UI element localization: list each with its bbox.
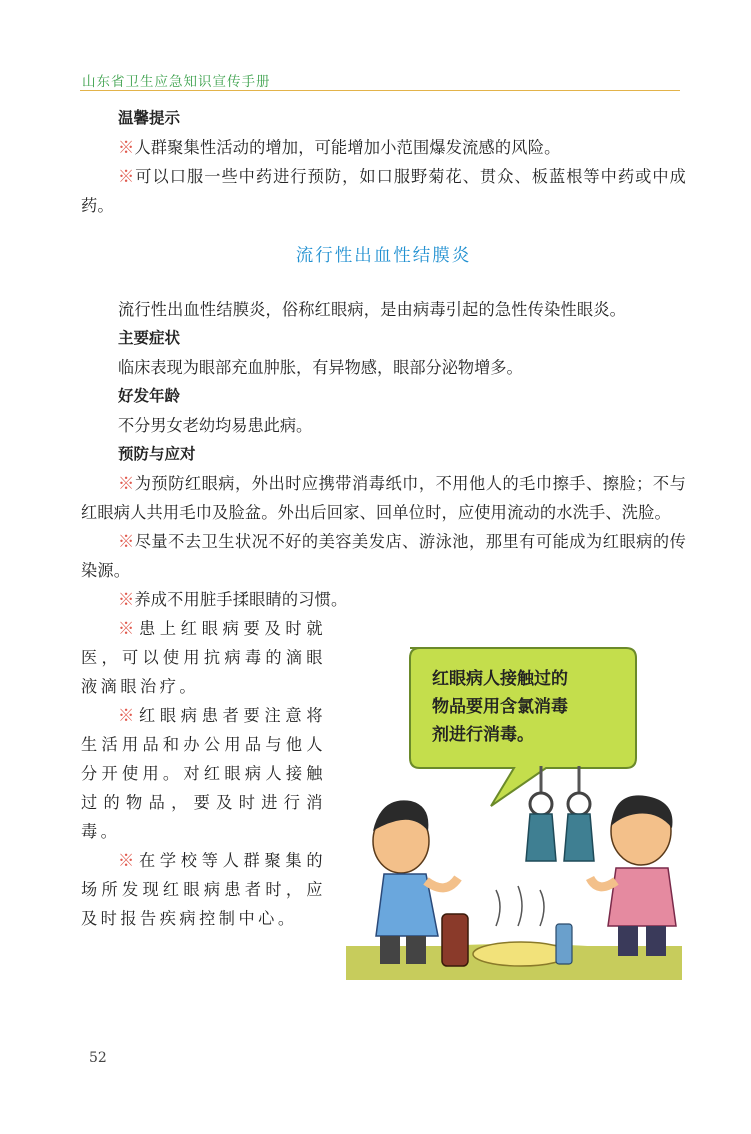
bullet-mark: ※ xyxy=(118,138,135,157)
bubble-line-3: 剂进行消毒。 xyxy=(432,725,534,745)
bullet-mark: ※ xyxy=(118,167,136,186)
prevention-item: ※在学校等人群聚集的场所发现红眼病患者时，应及时报告疾病控制中心。 xyxy=(81,851,327,928)
disinfectant-bottle xyxy=(556,924,572,964)
symptoms-text: 临床表现为眼部充血肿胀，有异物感，眼部分泌物增多。 xyxy=(118,358,523,377)
age-heading: 好发年龄 xyxy=(118,387,181,405)
age-text: 不分男女老幼均易患此病。 xyxy=(118,416,313,435)
basin xyxy=(473,942,569,966)
thermos xyxy=(442,914,468,966)
prevention-item: ※红眼病患者要注意将生活用品和办公用品与他人分开使用。对红眼病人接触过的物品，要及时进行消毒。 xyxy=(81,706,327,841)
bubble-line-2: 物品要用含氯消毒 xyxy=(432,697,568,717)
tip-item: ※可以口服一些中药进行预防，如口服野菊花、贯众、板蓝根等中药或中成药。 xyxy=(81,167,687,215)
prevention-item: ※养成不用脏手揉眼睛的习惯。 xyxy=(118,590,348,609)
illustration-svg xyxy=(346,646,682,980)
tips-heading: 温馨提示 xyxy=(118,109,181,127)
header-rule xyxy=(80,90,680,91)
symptoms-heading: 主要症状 xyxy=(118,329,181,347)
page-number: 52 xyxy=(89,1050,107,1066)
running-header: 山东省卫生应急知识宣传手册 xyxy=(82,74,271,90)
section-intro: 流行性出血性结膜炎，俗称红眼病，是由病毒引起的急性传染性眼炎。 xyxy=(118,300,627,319)
tip-item: ※人群聚集性活动的增加，可能增加小范围爆发流感的风险。 xyxy=(118,138,561,157)
red-eye-illustration xyxy=(346,646,682,980)
bubble-line-1: 红眼病人接触过的 xyxy=(432,669,568,689)
prevention-item: ※尽量不去卫生状况不好的美容美发店、游泳池，那里有可能成为红眼病的传染源。 xyxy=(81,532,686,580)
section-title: 流行性出血性结膜炎 xyxy=(295,246,472,266)
prevention-item: ※患上红眼病要及时就医，可以使用抗病毒的滴眼液滴眼治疗。 xyxy=(81,619,327,696)
prevention-item: ※为预防红眼病，外出时应携带消毒纸巾，不用他人的毛巾擦手、擦脸；不与红眼病人共用毛巾及脸盆。外出后回家、回单位时，应使用流动的水洗手、洗脸。 xyxy=(81,474,686,522)
prevention-heading: 预防与应对 xyxy=(118,445,196,463)
